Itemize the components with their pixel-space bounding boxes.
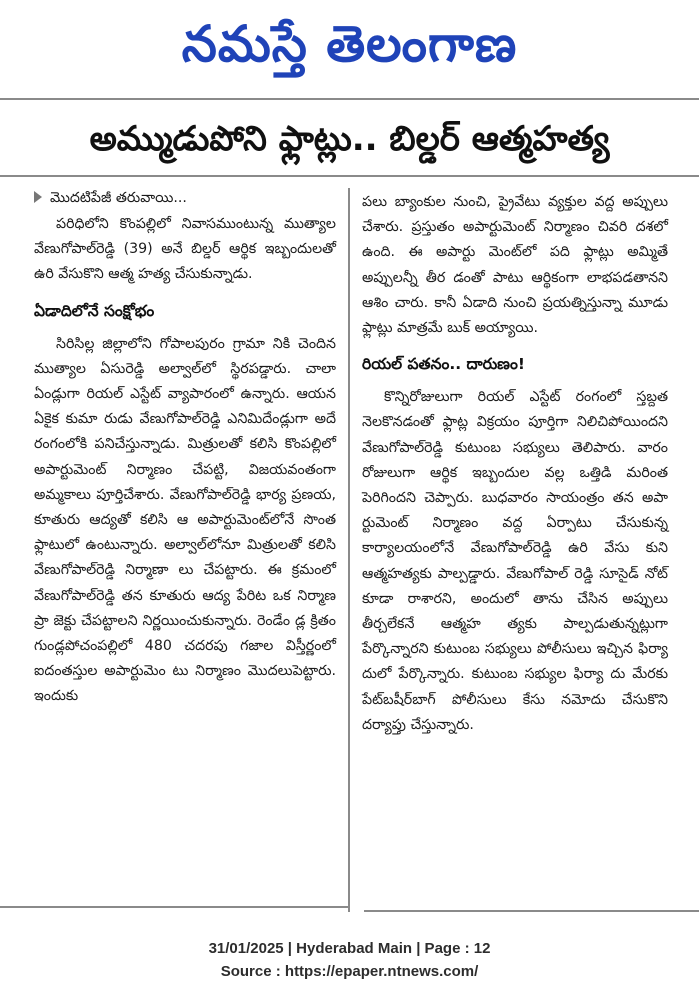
masthead-logo: నమస్తే తెలంగాణ xyxy=(181,15,518,73)
article-bottom-rule-right xyxy=(364,910,699,912)
column-divider xyxy=(348,188,350,912)
source-link[interactable]: Source : https://epaper.ntnews.com/ xyxy=(220,963,479,980)
article-bottom-rule-left xyxy=(0,906,348,908)
headline-bottom-rule xyxy=(0,175,699,177)
edition-info: 31/01/2025 | Hyderabad Main | Page : 12 xyxy=(208,940,491,957)
article-column-1 xyxy=(34,186,336,710)
body-paragraph: సిరిసిల్ల జిల్లాలోని గోపాలపురం గ్రామా నికి చెందిన ముత్యాల ఏసురెడ్డి అల్వాల్‌లో స్థిరపడ్డారు. చాలా ఏండ్లుగా రియల్ ఎస్టేట్ వ్యాపారంలో ఉన్నారు. ఆయన ఏకైక కుమా రుడు వేణుగోపాల్‌రెడ్డి ఎనిమిదేండ్లుగా అదే రంగంలోకి పనిచేస్తున్నాడు. మిత్రులతో కలిసి కొంపల్లిలో అపార్టుమెంట్ నిర్మాణం చేపట్టి, విజయవంతంగా అమ్మకాలు పూర్తిచేశారు. వేణుగోపాల్‌రెడ్డి భార్య ప్రణయ, కూతురు ఆద్యతో కలిసి ఆ అపార్టుమెంట్‌లోనే సొంత ఫ్లాటులో ఉంటున్నారు. అల్వాల్‌లోనూ మిత్రులతో కలిసి వేణుగోపాల్‌రెడ్డి నిర్మాణా లు చేపట్టారు. ఈ క్రమంలో వేణుగోపాల్‌రెడ్డి తన కూతురు ఆద్య పేరిట ఒక నిర్మాణ ప్రా జెక్టు చేపట్టాలని నిర్ణయించుకున్నారు. రెండేం డ్ల క్రితం గుండ్లపోచంపల్లిలో 480 చదరపు గజాల విస్తీర్ణంలో ఐదంతస్తుల అపార్టుమెం టు నిర్మాణం మొదలుపెట్టారు. ఇందుకు xyxy=(34,335,336,705)
continued-from-label: మొదటిపేజీ తరువాయి... xyxy=(34,186,336,210)
article-headline: అమ్ముడుపోని ఫ్లాట్లు.. బిల్డర్ ఆత్మహత్య xyxy=(89,119,610,159)
continuation-arrow-icon xyxy=(34,191,42,203)
headline-top-rule xyxy=(0,98,699,100)
body-paragraph: పలు బ్యాంకుల నుంచి, ప్రైవేటు వ్యక్తుల వద్ద అప్పులు చేశారు. ప్రస్తుతం అపార్టుమెంట్ నిర్మాణం చివరి దశలో ఉంది. ఈ అపార్టు మెంట్‌లో పది ఫ్లాట్లు అమ్మితే అప్పులన్నీ తీర డంతో పాటు ఆర్థికంగా లాభపడతానని ఆశిం చారు. కానీ ఏడాది నుంచి ప్రయత్నిస్తున్నా మూడు ఫ్లాట్లు మాత్రమే బుక్ అయ్యాయి. xyxy=(362,194,668,337)
article-column-2 xyxy=(362,190,668,738)
body-paragraph: కొన్నిరోజులుగా రియల్ ఎస్టేట్ రంగంలో స్తబ్దత నెలకొనడంతో ఫ్లాట్ల విక్రయం పూర్తిగా నిలిచిపోయిందని వేణుగోపాల్‌రెడ్డి కుటుంబ సభ్యులు తెలిపారు. వారం రోజులుగా ఆర్థిక ఇబ్బందుల వల్ల ఒత్తిడి మరింత పెరిగిందని చెప్పారు. బుధవారం సాయంత్రం తన అపా ర్టుమెంట్ నిర్మాణం వద్ద ఏర్పాటు చేసుకున్న కార్యాలయంలోనే వేణుగోపాల్‌రెడ్డి ఉరి వేసు కుని ఆత్మహత్యకు పాల్పడ్డారు. వేణుగోపాల్ రెడ్డి సూసైడ్ నోట్ కూడా రాశారని, అందులో తాను చేసిన అప్పులు తీర్చలేకనే ఆత్మహ త్యకు పాల్పడుతున్నట్లుగా పేర్కొన్నారని కుటుంబ సభ్యులు పోలీసులు ఇచ్చిన ఫిర్యా దులో పేర్కొన్నారు. కుటుంబ సభ్యుల ఫిర్యా దు మేరకు పేట్‌బషీర్‌బాగ్ పోలీసులు కేసు నమోదు చేసుకొని దర్యాప్తు చేస్తున్నారు. xyxy=(362,389,668,733)
section-subheading: ఏడాదిలోనే సంక్షోభం xyxy=(34,301,155,320)
body-paragraph: పరిధిలోని కొంపల్లిలో నివాసముంటున్న ముత్యాల వేణుగోపాల్‌రెడ్డి (39) అనే బిల్డర్ ఆర్థిక ఇబ్బందులతో ఉరి వేసుకొని ఆత్మ హత్య చేసుకున్నాడు. xyxy=(34,216,336,283)
section-subheading: రియల్ పతనం.. దారుణం! xyxy=(362,355,525,374)
